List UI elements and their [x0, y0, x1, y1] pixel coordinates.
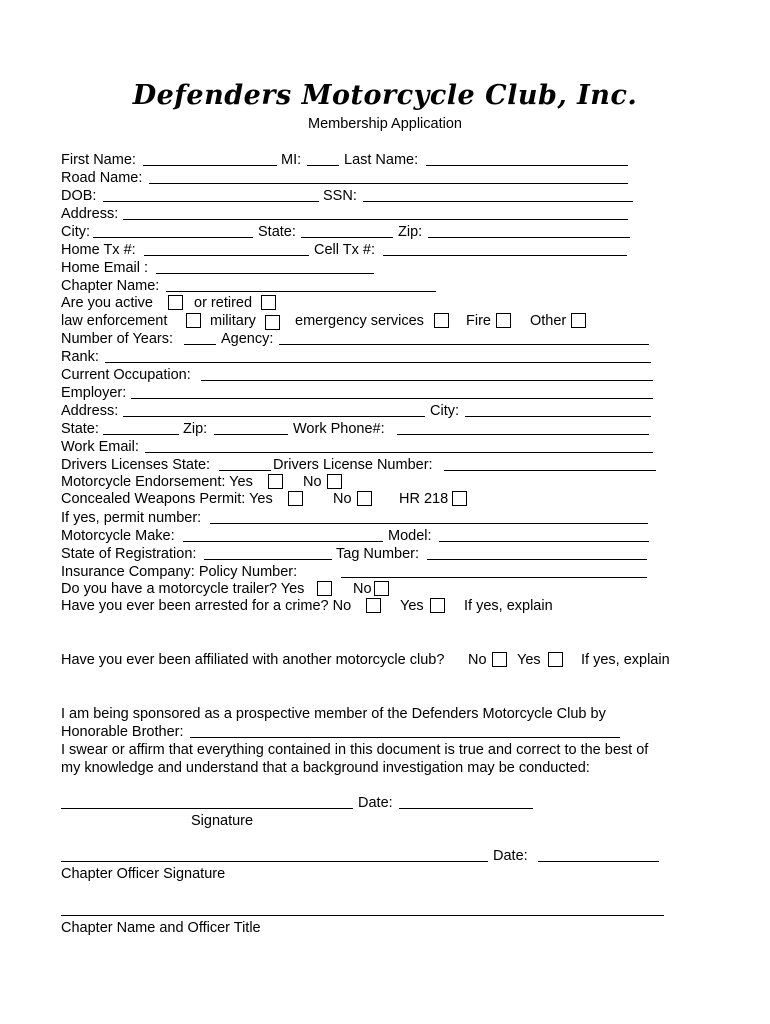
state-registration-field[interactable] — [204, 559, 332, 560]
model-field[interactable] — [439, 541, 649, 542]
swear-line-2: my knowledge and understand that a background investigation may be conducted: — [61, 760, 590, 776]
rank-field[interactable] — [105, 362, 651, 363]
officer-signature-caption: Chapter Officer Signature — [61, 866, 226, 882]
city-field[interactable] — [93, 237, 253, 238]
swear-line-1: I swear or affirm that everything contained in this document is true and correct to the best of — [61, 742, 649, 758]
ssn-field[interactable] — [363, 201, 633, 202]
work-email-label: Work Email: — [61, 439, 139, 455]
are-you-active-label: Are you active — [61, 295, 153, 311]
rank-label: Rank: — [61, 349, 99, 365]
fire-label: Fire — [466, 313, 491, 329]
road-name-label: Road Name: — [61, 170, 143, 186]
dob-field[interactable] — [103, 201, 319, 202]
officer-title-caption: Chapter Name and Officer Title — [61, 920, 261, 936]
work-state-field[interactable] — [103, 434, 179, 435]
military-label: military — [210, 313, 256, 329]
home-tx-field[interactable] — [144, 255, 309, 256]
zip-label: Zip: — [398, 224, 423, 240]
emergency-services-checkbox[interactable] — [434, 313, 449, 328]
trailer-no-label: No — [353, 581, 372, 597]
signature-field[interactable] — [61, 808, 353, 809]
work-zip-label: Zip: — [183, 421, 208, 437]
retired-checkbox[interactable] — [261, 295, 276, 310]
trailer-yes-checkbox[interactable] — [317, 581, 332, 596]
home-email-label: Home Email : — [61, 260, 149, 276]
work-city-field[interactable] — [465, 416, 651, 417]
signature-date-field[interactable] — [399, 808, 533, 809]
trailer-label: Do you have a motorcycle trailer? Yes — [61, 581, 305, 597]
road-name-field[interactable] — [149, 183, 628, 184]
dl-state-field[interactable] — [219, 470, 271, 471]
first-name-field[interactable] — [143, 165, 277, 166]
chapter-name-field[interactable] — [166, 291, 436, 292]
address-label: Address: — [61, 206, 119, 222]
employer-field[interactable] — [131, 398, 653, 399]
affiliated-no-checkbox[interactable] — [492, 652, 507, 667]
state-field[interactable] — [301, 237, 393, 238]
state-label: State: — [258, 224, 296, 240]
insurance-label: Insurance Company: Policy Number: — [61, 564, 298, 580]
affiliated-explain-label: If yes, explain — [581, 652, 670, 668]
last-name-field[interactable] — [426, 165, 628, 166]
hr218-checkbox[interactable] — [452, 491, 467, 506]
fire-checkbox[interactable] — [496, 313, 511, 328]
current-occupation-field[interactable] — [201, 380, 653, 381]
current-occupation-label: Current Occupation: — [61, 367, 191, 383]
other-checkbox[interactable] — [571, 313, 586, 328]
permit-number-label: If yes, permit number: — [61, 510, 202, 526]
officer-title-field[interactable] — [61, 915, 664, 916]
affiliated-yes-label: Yes — [517, 652, 541, 668]
moto-endorsement-label: Motorcycle Endorsement: Yes — [61, 474, 253, 490]
military-checkbox[interactable] — [265, 315, 280, 330]
address-field[interactable] — [123, 219, 628, 220]
hr218-label: HR 218 — [399, 491, 449, 507]
officer-signature-field[interactable] — [61, 861, 488, 862]
insurance-field[interactable] — [341, 577, 647, 578]
mi-label: MI: — [281, 152, 302, 168]
mi-field[interactable] — [307, 165, 339, 166]
model-label: Model: — [388, 528, 432, 544]
tag-number-field[interactable] — [427, 559, 647, 560]
ccw-no-checkbox[interactable] — [357, 491, 372, 506]
sponsor-line-2: Honorable Brother: — [61, 724, 184, 740]
number-of-years-field[interactable] — [184, 344, 216, 345]
affiliated-label: Have you ever been affiliated with another motorcycle club? — [61, 652, 445, 668]
affiliated-no-label: No — [468, 652, 487, 668]
ssn-label: SSN: — [323, 188, 357, 204]
work-address-field[interactable] — [123, 416, 425, 417]
moto-endorsement-yes-checkbox[interactable] — [268, 474, 283, 489]
signature-caption: Signature — [191, 813, 254, 829]
work-phone-label: Work Phone#: — [293, 421, 385, 437]
cell-tx-field[interactable] — [383, 255, 627, 256]
state-registration-label: State of Registration: — [61, 546, 197, 562]
permit-number-field[interactable] — [210, 523, 648, 524]
law-enforcement-label: law enforcement — [61, 313, 168, 329]
dob-label: DOB: — [61, 188, 97, 204]
trailer-no-checkbox[interactable] — [374, 581, 389, 596]
active-checkbox[interactable] — [168, 295, 183, 310]
arrested-explain-label: If yes, explain — [464, 598, 553, 614]
ccw-yes-checkbox[interactable] — [288, 491, 303, 506]
officer-date-field[interactable] — [538, 861, 659, 862]
page-subtitle: Membership Application — [308, 116, 462, 132]
chapter-name-label: Chapter Name: — [61, 278, 160, 294]
work-state-label: State: — [61, 421, 99, 437]
agency-field[interactable] — [279, 344, 649, 345]
work-email-field[interactable] — [145, 452, 653, 453]
zip-field[interactable] — [428, 237, 630, 238]
emergency-services-label: emergency services — [295, 313, 424, 329]
home-email-field[interactable] — [156, 273, 374, 274]
moto-make-field[interactable] — [183, 541, 383, 542]
arrested-yes-checkbox[interactable] — [430, 598, 445, 613]
moto-make-label: Motorcycle Make: — [61, 528, 175, 544]
signature-date-label: Date: — [358, 795, 393, 811]
moto-endorsement-no-checkbox[interactable] — [327, 474, 342, 489]
tag-number-label: Tag Number: — [336, 546, 420, 562]
first-name-label: First Name: — [61, 152, 136, 168]
agency-label: Agency: — [221, 331, 274, 347]
moto-endorsement-no-label: No — [303, 474, 322, 490]
arrested-label: Have you ever been arrested for a crime? No — [61, 598, 352, 614]
law-enforcement-checkbox[interactable] — [186, 313, 201, 328]
ccw-label: Concealed Weapons Permit: Yes — [61, 491, 273, 507]
work-phone-field[interactable] — [397, 434, 649, 435]
work-address-label: Address: — [61, 403, 119, 419]
home-tx-label: Home Tx #: — [61, 242, 136, 258]
last-name-label: Last Name: — [344, 152, 419, 168]
arrested-no-checkbox[interactable] — [366, 598, 381, 613]
work-zip-field[interactable] — [214, 434, 288, 435]
dl-state-label: Drivers Licenses State: — [61, 457, 211, 473]
dl-number-field[interactable] — [444, 470, 656, 471]
ccw-no-label: No — [333, 491, 352, 507]
work-city-label: City: — [430, 403, 459, 419]
arrested-yes-label: Yes — [400, 598, 424, 614]
dl-number-label: Drivers License Number: — [273, 457, 433, 473]
employer-label: Employer: — [61, 385, 127, 401]
city-label: City: — [61, 224, 90, 240]
or-retired-label: or retired — [194, 295, 253, 311]
sponsor-line-1: I am being sponsored as a prospective member of the Defenders Motorcycle Club by — [61, 706, 606, 722]
number-of-years-label: Number of Years: — [61, 331, 174, 347]
affiliated-yes-checkbox[interactable] — [548, 652, 563, 667]
cell-tx-label: Cell Tx #: — [314, 242, 375, 258]
other-label: Other — [530, 313, 567, 329]
officer-date-label: Date: — [493, 848, 528, 864]
page-title: Defenders Motorcycle Club, Inc. — [132, 80, 638, 111]
sponsor-brother-field[interactable] — [190, 737, 620, 738]
